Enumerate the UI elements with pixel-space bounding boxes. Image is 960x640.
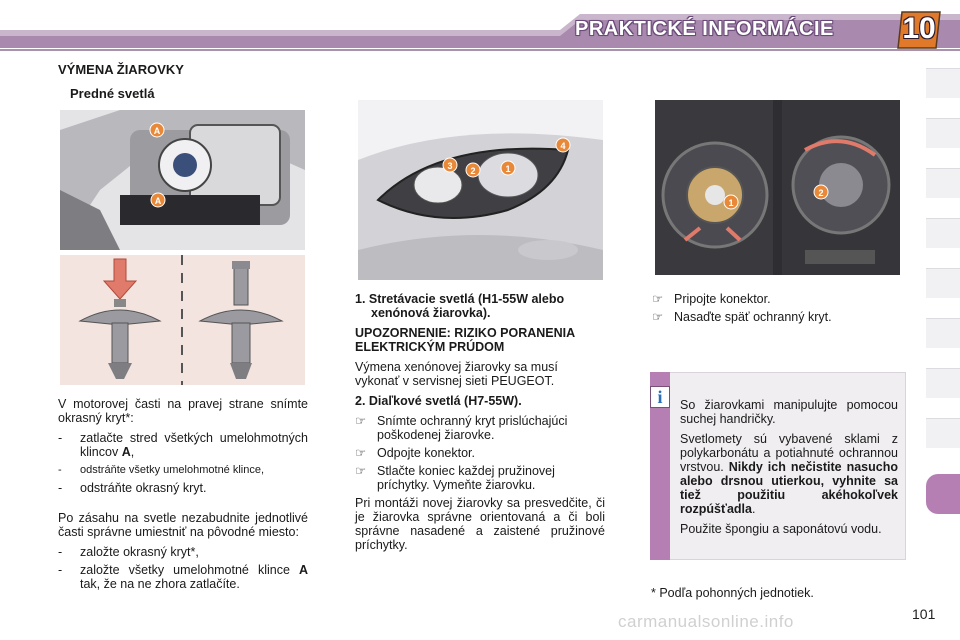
watermark: carmanualsonline.info xyxy=(618,612,794,631)
list-item: - založte všetky umelohmotné klince A tak, že na ne zhora zatlačíte. xyxy=(58,563,308,591)
list-item: - odstráňte všetky umelohmotné klince, xyxy=(58,464,265,476)
warning-text: Výmena xenónovej žiarovky sa musí vykonať v servisnej sieti PEUGEOT. xyxy=(355,360,558,388)
item2-heading: 2. Diaľkové svetlá (H7-55W). xyxy=(355,394,522,408)
middle-column-text xyxy=(355,292,605,558)
intro-paragraph: V motorovej časti na pravej strane snímte okrasný kryt*: xyxy=(58,397,308,425)
chapter-tab[interactable] xyxy=(926,318,960,348)
callout-label: 4 xyxy=(560,141,566,151)
info-icon: i xyxy=(650,386,670,408)
callout-label: A xyxy=(153,126,161,136)
chapter-tab[interactable] xyxy=(926,118,960,148)
list-item: - odstráňte okrasný kryt. xyxy=(58,481,207,495)
list-item: ☞ Stlačte koniec každej pružinovej príchytky. Vymeňte žiarovku. xyxy=(355,464,555,492)
section-title: VÝMENA ŽIAROVKY xyxy=(58,62,184,77)
list-item: - zatlačte stred všetkých umelohmotných klincov A, xyxy=(58,431,308,459)
warning-heading: UPOZORNENIE: RIZIKO PORANENIA ELEKTRICKÝM PRÚDOM xyxy=(355,326,575,354)
chapter-tab[interactable] xyxy=(926,168,960,198)
info-paragraph: So žiarovkami manipulujte pomocou suchej handričky. xyxy=(680,398,898,426)
headlamp-figure xyxy=(358,100,603,280)
info-paragraph: Svetlomety sú vybavené sklami z polykarbonátu a potiahnuté ochrannou vrstvou. Nikdy ich nečistite nasucho alebo drsnou utierkou, vyhnite sa tiež použitiu akéhokoľvek rozpúšťadla. xyxy=(680,432,898,516)
list-item: ☞ Pripojte konektor. xyxy=(652,292,771,306)
callout-label: 1 xyxy=(728,198,734,208)
info-paragraph: Použite špongiu a saponátovú vodu. xyxy=(680,522,882,536)
list-item: ☞ Snímte ochranný kryt prislúchajúci poškodenej žiarovke. xyxy=(355,414,568,442)
callout-label: 2 xyxy=(470,166,476,176)
list-item: ☞ Nasaďte späť ochranný kryt. xyxy=(652,310,832,324)
footnote: * Podľa pohonných jednotiek. xyxy=(651,586,814,600)
chapter-tab[interactable] xyxy=(926,68,960,98)
chapter-tab[interactable] xyxy=(926,368,960,398)
subsection-title: Predné svetlá xyxy=(70,86,155,101)
callout-label: 2 xyxy=(818,188,824,198)
chapter-tab-active[interactable] xyxy=(926,474,960,514)
chapter-tab[interactable] xyxy=(926,418,960,448)
bulb-detail-figure xyxy=(655,100,900,275)
reassembly-paragraph: Po zásahu na svetle nezabudnite jednotlivé časti správne umiestniť na pôvodné miesto: xyxy=(58,511,308,539)
list-item: ☞ Odpojte konektor. xyxy=(355,446,475,460)
page-header-title: PRAKTICKÉ INFORMÁCIE xyxy=(575,18,834,40)
mounting-note: Pri montáži novej žiarovky sa presvedčite, či je žiarovka správne orientovaná a či boli správne nasadené a zaistené pružinové príchytky. xyxy=(355,496,605,552)
right-column-text xyxy=(652,292,902,328)
info-box-text xyxy=(680,398,898,542)
item1-heading: 1. Stretávacie svetlá (H1-55W alebo xenónová žiarovka). xyxy=(355,292,565,320)
chapter-number: 10 xyxy=(902,12,936,45)
chapter-tab[interactable] xyxy=(926,268,960,298)
list-item: - založte okrasný kryt*, xyxy=(58,545,199,559)
engine-bay-figure xyxy=(60,110,305,250)
callout-label: 1 xyxy=(505,164,511,174)
callout-label: A xyxy=(154,196,162,206)
chapter-tab[interactable] xyxy=(926,218,960,248)
left-column-text xyxy=(58,397,308,595)
page-number: 101 xyxy=(912,606,936,622)
callout-label: 3 xyxy=(447,161,453,171)
clip-diagram-figure xyxy=(60,255,305,385)
